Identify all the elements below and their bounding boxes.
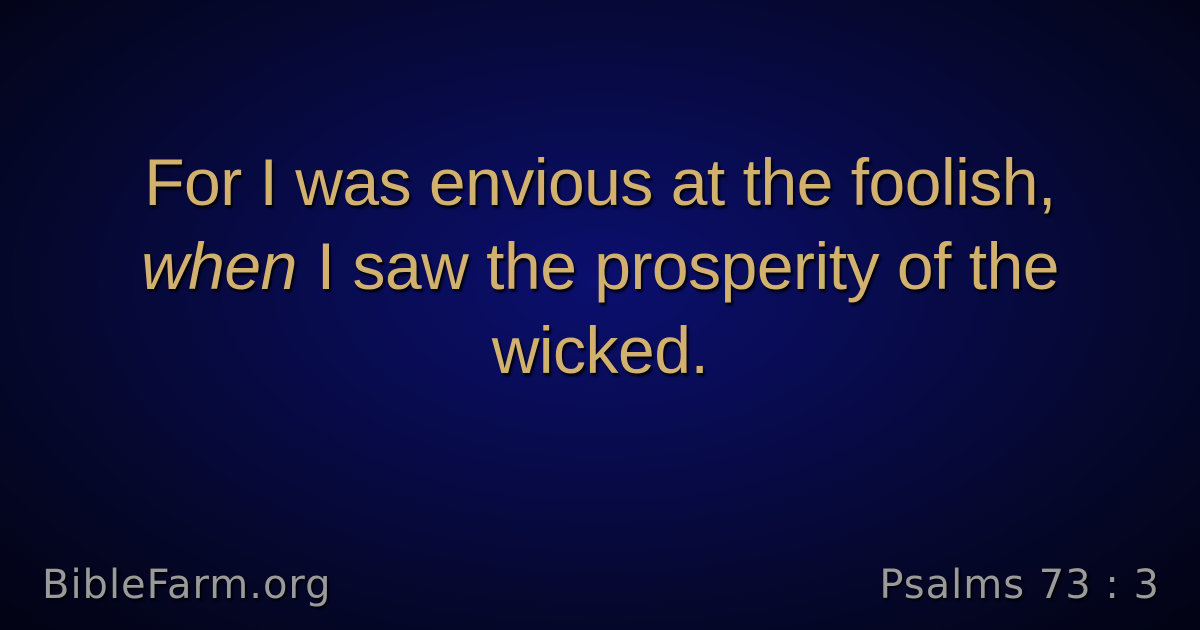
verse-line-2-rest: I saw the prosperity of the <box>316 229 1059 303</box>
verse-line-2 <box>40 224 1160 308</box>
verse-line-3: wicked. <box>491 313 709 387</box>
verse-reference: Psalms 73 : 3 <box>879 562 1160 608</box>
verse-line-1: For I was envious at the foolish, <box>144 145 1056 219</box>
verse-italic-word: when <box>141 229 297 303</box>
site-name: BibleFarm.org <box>42 562 332 608</box>
verse-text <box>40 140 1160 392</box>
